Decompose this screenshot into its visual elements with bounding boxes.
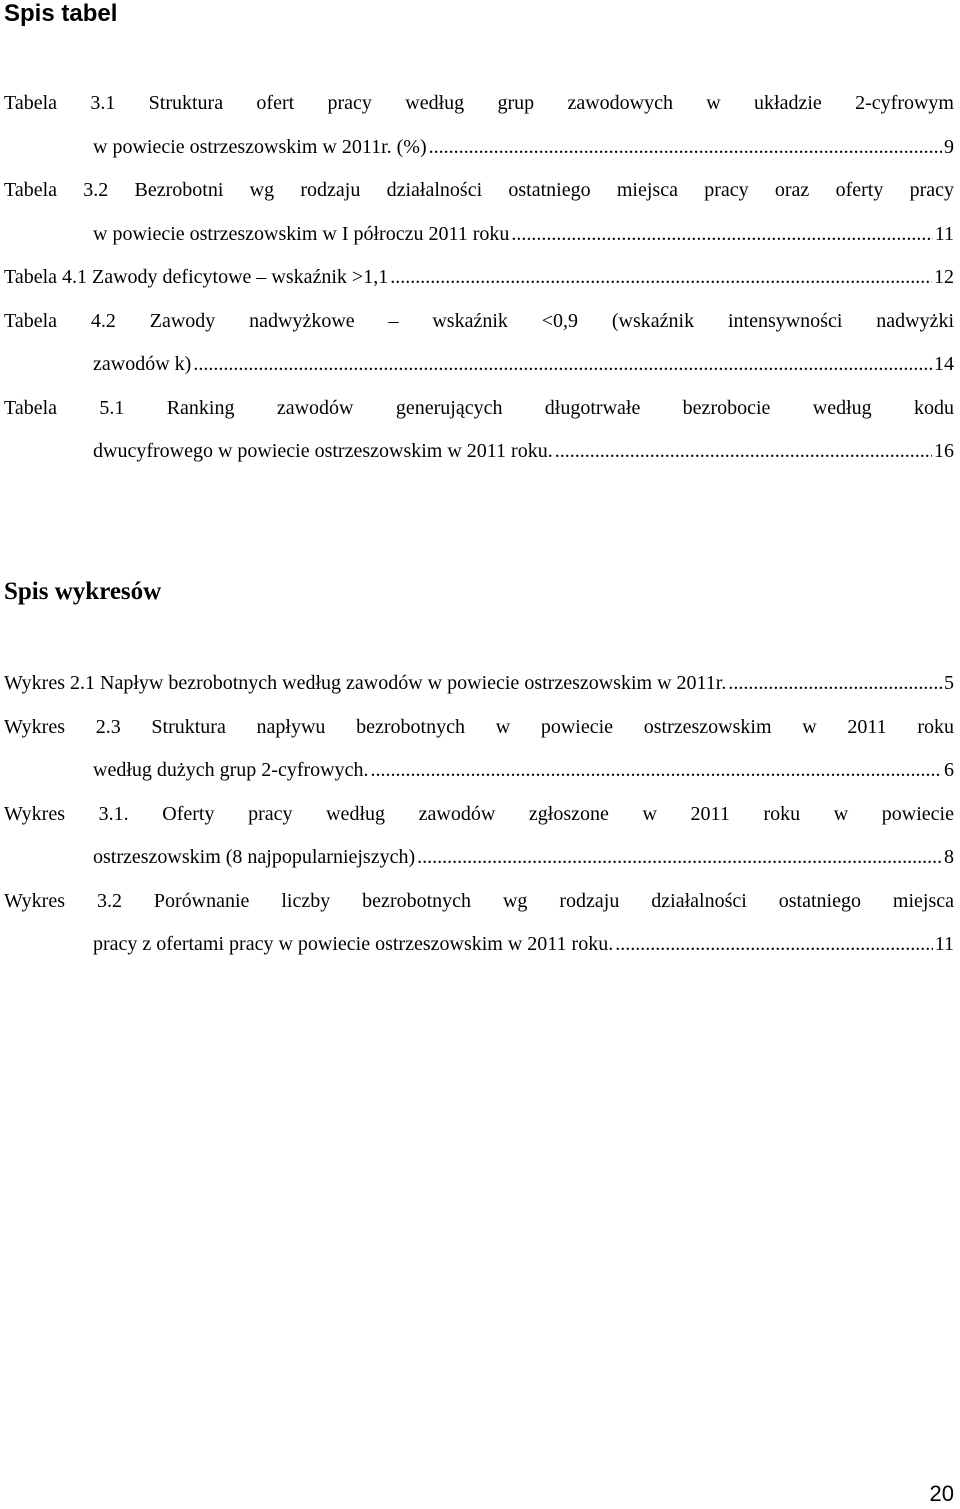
toc-entry-title-cont: według dużych grup 2-cyfrowych. bbox=[93, 759, 369, 781]
toc-page-number: 14 bbox=[934, 353, 954, 375]
toc-page-number: 11 bbox=[934, 933, 954, 955]
tables-list-heading: Spis tabel bbox=[4, 0, 118, 27]
dot-leader bbox=[370, 749, 942, 793]
charts-list-heading: Spis wykresów bbox=[4, 578, 162, 605]
toc-entry-continuation bbox=[4, 256, 954, 300]
toc-page-number: 8 bbox=[944, 846, 954, 868]
dot-leader bbox=[429, 126, 942, 170]
toc-entry-title: Tabela 3.1 Struktura ofert pracy według grup zawodowych w układzie 2-cyfrowym bbox=[4, 92, 954, 114]
toc-entry-title: Tabela 4.2 Zawody nadwyżkowe – wskaźnik <0,9 (wskaźnik intensywności nadwyżki bbox=[4, 309, 954, 332]
dot-leader bbox=[555, 430, 932, 474]
toc-entry-title: Tabela 4.1 Zawody deficytowe – wskaźnik >1,1 bbox=[4, 266, 389, 288]
toc-entry-title: Wykres 2.3 Struktura napływu bezrobotnych w powiecie ostrzeszowskim w 2011 roku bbox=[4, 715, 954, 738]
charts-list bbox=[4, 662, 954, 967]
toc-entry-title-cont: w powiecie ostrzeszowskim w 2011r. (%) bbox=[93, 135, 427, 158]
toc-page-number: 6 bbox=[944, 759, 954, 781]
toc-entry-continuation bbox=[93, 836, 954, 880]
toc-page-number: 11 bbox=[934, 222, 954, 245]
toc-entry-title-cont: ostrzeszowskim (8 najpopularniejszych) bbox=[93, 846, 416, 868]
toc-entry-continuation bbox=[93, 430, 954, 474]
toc-entry-tabela-4-2[interactable] bbox=[4, 300, 954, 387]
dot-leader bbox=[728, 662, 942, 706]
toc-entry-title: Tabela 3.2 Bezrobotni wg rodzaju działalności ostatniego miejsca pracy oraz oferty pracy bbox=[4, 179, 954, 201]
toc-entry-continuation bbox=[93, 923, 954, 967]
toc-entry-title-cont: w powiecie ostrzeszowskim w I półroczu 2011 roku bbox=[93, 222, 510, 245]
toc-entry-tabela-5-1[interactable] bbox=[4, 387, 954, 474]
toc-entry-title: Wykres 2.1 Napływ bezrobotnych według zawodów w powiecie ostrzeszowskim w 2011r. bbox=[4, 672, 727, 694]
toc-entry-title: Wykres 3.1. Oferty pracy według zawodów zgłoszone w 2011 roku w powiecie bbox=[4, 802, 954, 825]
toc-entry-tabela-3-2[interactable] bbox=[4, 169, 954, 256]
page-number: 20 bbox=[929, 1481, 954, 1506]
toc-page-number: 12 bbox=[934, 266, 954, 288]
toc-entry-continuation bbox=[93, 749, 954, 793]
dot-leader bbox=[193, 343, 932, 387]
toc-entry-title: Tabela 5.1 Ranking zawodów generujących długotrwałe bezrobocie według kodu bbox=[4, 396, 954, 419]
dot-leader bbox=[511, 213, 932, 257]
dot-leader bbox=[390, 256, 932, 300]
toc-entry-title-cont: pracy z ofertami pracy w powiecie ostrzeszowskim w 2011 roku. bbox=[93, 933, 614, 955]
toc-entry-wykres-2-3[interactable] bbox=[4, 706, 954, 793]
toc-page-number: 16 bbox=[934, 440, 954, 462]
toc-entry-continuation bbox=[4, 662, 954, 706]
toc-entry-wykres-3-2[interactable] bbox=[4, 880, 954, 967]
toc-page-number: 5 bbox=[944, 672, 954, 694]
toc-page-number: 9 bbox=[944, 135, 954, 158]
dot-leader bbox=[417, 836, 942, 880]
toc-entry-tabela-4-1[interactable] bbox=[4, 256, 954, 300]
toc-entry-wykres-3-1[interactable] bbox=[4, 793, 954, 880]
toc-entry-continuation bbox=[93, 343, 954, 387]
toc-entry-title: Wykres 3.2 Porównanie liczby bezrobotnych wg rodzaju działalności ostatniego miejsca bbox=[4, 889, 954, 912]
toc-entry-continuation bbox=[93, 213, 954, 257]
toc-entry-title-cont: zawodów k) bbox=[93, 353, 192, 375]
toc-entry-continuation bbox=[93, 126, 954, 170]
toc-entry-tabela-3-1[interactable] bbox=[4, 82, 954, 169]
tables-list bbox=[4, 82, 954, 474]
toc-entry-title-cont: dwucyfrowego w powiecie ostrzeszowskim w 2011 roku. bbox=[93, 440, 553, 462]
dot-leader bbox=[615, 923, 933, 967]
toc-entry-wykres-2-1[interactable] bbox=[4, 662, 954, 706]
